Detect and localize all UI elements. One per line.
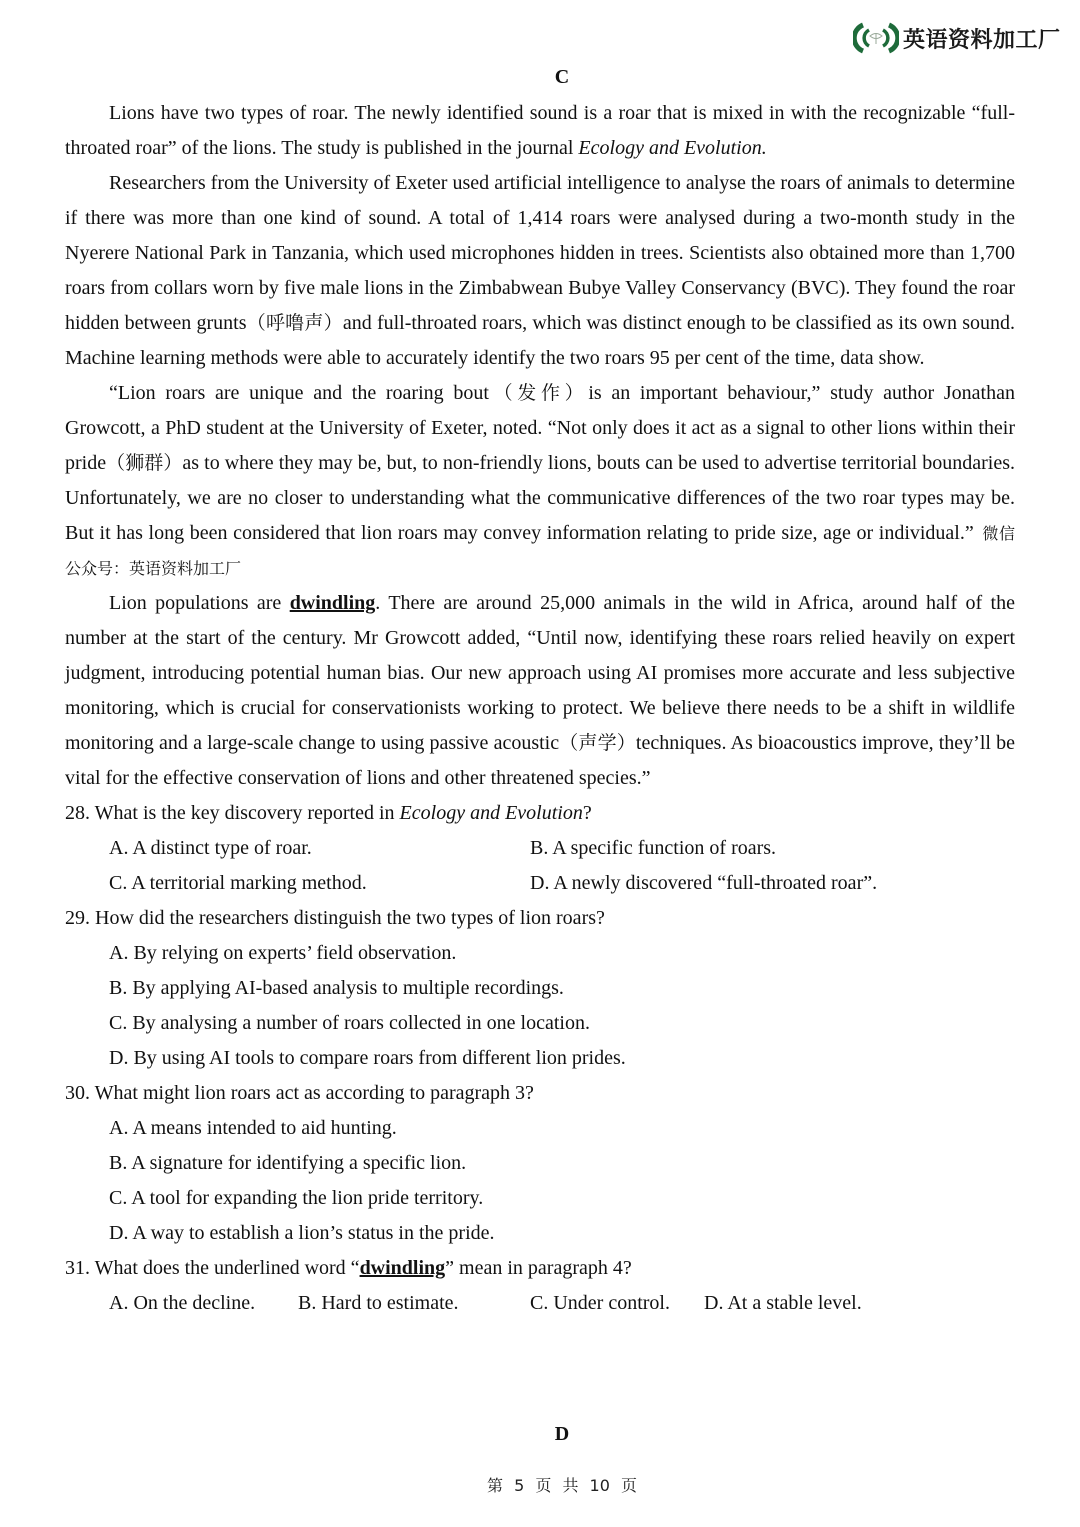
chinese-gloss: （呼噜声） [246,312,343,334]
question-31-options [65,1286,1015,1321]
brand-name: 英语资料加工厂 [903,27,1061,53]
chinese-gloss: （声学） [559,732,636,754]
question-stem: 28. What is the key discovery reported in [65,802,400,824]
option-c: C. A tool for expanding the lion pride territory. [109,1187,484,1209]
underlined-word: dwindling [359,1257,446,1279]
option-b: B. A signature for identifying a specific lion. [109,1152,467,1174]
question-30: 30. What might lion roars act as according to paragraph 3? [65,1082,534,1104]
option-b: B. Hard to estimate. [298,1292,459,1314]
option-b: B. By applying AI-based analysis to multiple recordings. [109,977,564,999]
paragraph-text: as to where they may be, but, to non-friendly lions, bouts can be used to advertise territorial boundaries. Unfortunately, we are no closer to understanding what the communicative differences of the two roar types may be. But it has long been considered that lion roars may convey information relating to pride size, age or individual.” [65,452,1015,544]
question-30-options [65,1111,1015,1251]
paragraph-text: Researchers from the University of Exeter used artificial intelligence to analyse the roars of animals to determine if there was more than one kind of sound. A total of 1,414 roars were analysed during a two-month study in the Nyerere National Park in Tanzania, which used microphones hidden in trees. Scientists also obtained more than 1,700 roars from collars worn by five male lions in the Zimbabwean Bubye Valley Conservancy (BVC). They found the roar hidden between grunts [65,172,1015,334]
paragraph-text: techniques. As bioacoustics improve, they’ll be vital for the effective conservation of lions and other threatened species.” [65,732,1015,789]
option-b: B. A specific function of roars. [530,837,777,859]
green-bracket-emblem-icon [853,22,899,54]
paragraph-text: Lions have two types of roar. The newly identified sound is a roar that is mixed in with the recognizable “full- throated roar” of the lions. The study is published in the journal [65,102,1015,159]
option-d: D. By using AI tools to compare roars from different lion prides. [109,1047,626,1069]
option-d: D. A newly discovered “full-throated roar”. [530,872,878,894]
section-heading-d: D [554,1423,570,1445]
question-28 [65,796,1015,831]
paragraph-text: is an important behaviour,” study author Jonathan Growcott, a PhD student at the University of Exeter, noted. “Not only does it act as a signal to other lions within their pride [65,382,1015,474]
question-28-options [65,831,1015,901]
paragraph-text: . There are around 25,000 animals in the wild in Africa, around half of the number at the start of the century. Mr Growcott added, “Until now, identifying these roars relied heavily on expert judgment, introducing potential human bias. Our new approach using AI promises more accurate and less subjective monitoring, which is crucial for conservationists working to protect. We believe there needs to be a shift in wildlife monitoring and a large-scale change to using passive acoustic [65,592,1015,754]
option-d: D. A way to establish a lion’s status in the pride. [109,1222,495,1244]
option-a: A. A distinct type of roar. [109,837,312,859]
brand-logo [853,22,1061,54]
option-c: C. By analysing a number of roars collected in one location. [109,1012,590,1034]
option-d: D. At a stable level. [704,1292,862,1314]
page-number: 第 5 页 共 10 页 [487,1476,637,1495]
section-heading-c: C [554,66,570,88]
paragraph-4 [65,586,1015,796]
question-29-options [65,936,1015,1076]
question-29: 29. How did the researchers distinguish the two types of lion roars? [65,907,605,929]
paragraph-text: and full-throated roars, which was distinct enough to be classified as its own sound. Machine learning methods were able to accurately identify the two roars 95 per cent of the time, data show. [65,312,1015,369]
paragraph-1 [65,96,1015,166]
paragraph-2 [65,166,1015,376]
document-body [65,96,1015,1321]
watermark-text: 微信公众号：英语资料加工厂 [65,524,1015,578]
question-stem: ? [582,802,592,824]
question-stem: ” mean in paragraph 4? [445,1257,632,1279]
option-a: A. A means intended to aid hunting. [109,1117,397,1139]
journal-title: Ecology and Evolution. [578,137,767,159]
journal-title: Ecology and Evolution [399,802,583,824]
paragraph-text: Lion populations are [109,592,290,614]
option-c: C. Under control. [530,1292,670,1314]
option-a: A. On the decline. [109,1292,256,1314]
underlined-word: dwindling [289,592,376,614]
chinese-gloss: （狮群） [106,452,183,474]
option-a: A. By relying on experts’ field observation. [109,942,457,964]
question-31 [65,1251,1015,1286]
question-stem: 31. What does the underlined word “ [65,1257,360,1279]
paragraph-3 [65,376,1015,586]
chinese-gloss: （发作） [488,382,589,404]
paragraph-text: “Lion roars are unique and the roaring bout [109,382,489,404]
option-c: C. A territorial marking method. [109,872,367,894]
